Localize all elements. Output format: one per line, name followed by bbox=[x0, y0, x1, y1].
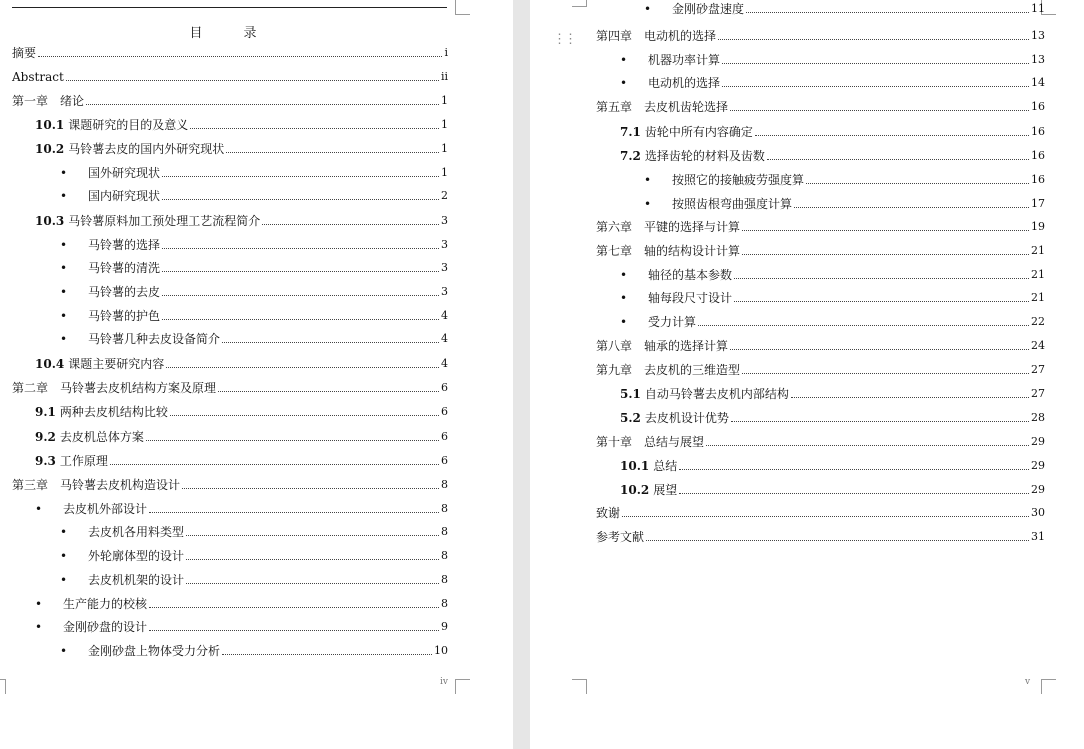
toc-entry-text: 按照齿根弯曲强度计算 bbox=[672, 197, 793, 211]
toc-entry-text: 摘要 bbox=[12, 46, 37, 60]
bullet-icon: • bbox=[35, 620, 43, 634]
toc-entry-page: 29 bbox=[1031, 483, 1045, 496]
toc-entry-text: 机器功率计算 bbox=[648, 53, 721, 67]
toc-entry-text: 自动马铃薯去皮机内部结构 bbox=[644, 387, 789, 401]
dot-leader bbox=[742, 229, 1029, 231]
toc-entry-page: 22 bbox=[1031, 315, 1045, 328]
toc-entry-text: 第一章 绪论 bbox=[12, 94, 85, 108]
corner-mark bbox=[0, 679, 6, 694]
toc-entry[interactable] bbox=[35, 502, 448, 516]
toc-entry[interactable] bbox=[12, 70, 448, 84]
dot-leader bbox=[186, 558, 439, 560]
toc-entry[interactable] bbox=[620, 53, 1045, 67]
bullet-icon: • bbox=[60, 261, 68, 275]
toc-entry[interactable] bbox=[644, 173, 1045, 187]
dot-leader bbox=[731, 420, 1029, 422]
toc-entry-page: 30 bbox=[1031, 506, 1045, 519]
toc-entry-text: 参考文献 bbox=[596, 530, 645, 544]
dot-leader bbox=[222, 653, 432, 655]
toc-entry-text: 外轮廓体型的设计 bbox=[88, 549, 185, 563]
toc-entry[interactable] bbox=[60, 166, 448, 180]
toc-entry[interactable] bbox=[60, 309, 448, 323]
section-number: 10.2 bbox=[35, 142, 65, 156]
toc-entry[interactable] bbox=[60, 644, 448, 658]
toc-entry-page: 21 bbox=[1031, 291, 1045, 304]
toc-entry[interactable] bbox=[35, 142, 448, 156]
toc-entry-page: 19 bbox=[1031, 220, 1045, 233]
bullet-icon: • bbox=[60, 238, 68, 252]
toc-entry[interactable] bbox=[620, 411, 1045, 425]
toc-entry-page: 8 bbox=[441, 525, 448, 538]
toc-entry[interactable] bbox=[35, 430, 448, 444]
section-number: 7.2 bbox=[620, 149, 641, 163]
dot-leader bbox=[86, 103, 439, 105]
toc-entry-page: 3 bbox=[441, 214, 448, 227]
bullet-icon: • bbox=[60, 549, 68, 563]
toc-entry-text: 马铃薯的去皮 bbox=[88, 285, 161, 299]
toc-entry[interactable] bbox=[620, 125, 1045, 139]
toc-entry[interactable] bbox=[60, 525, 448, 539]
toc-entry[interactable] bbox=[35, 405, 448, 419]
dot-leader bbox=[767, 158, 1029, 160]
toc-entry-page: 29 bbox=[1031, 435, 1045, 448]
toc-entry-page: 6 bbox=[441, 381, 448, 394]
toc-entry[interactable] bbox=[596, 220, 1045, 234]
toc-entry-text: 选择齿轮的材料及齿数 bbox=[644, 149, 765, 163]
toc-entry-page: 3 bbox=[441, 285, 448, 298]
toc-entry-text: 马铃薯去皮的国内外研究现状 bbox=[68, 142, 225, 156]
toc-entry[interactable] bbox=[644, 197, 1045, 211]
dot-leader bbox=[38, 55, 442, 57]
toc-entry-page: 21 bbox=[1031, 244, 1045, 257]
bullet-icon: • bbox=[644, 2, 652, 16]
dot-leader bbox=[262, 223, 439, 225]
toc-entry-page: 28 bbox=[1031, 411, 1045, 424]
dot-leader bbox=[222, 341, 439, 343]
section-number: 10.4 bbox=[35, 357, 65, 371]
toc-entry[interactable] bbox=[596, 506, 1045, 520]
toc-entry-page: 10 bbox=[434, 644, 448, 657]
dot-leader bbox=[149, 606, 439, 608]
section-number: 10.2 bbox=[620, 483, 650, 497]
corner-mark bbox=[572, 0, 587, 7]
toc-entry-text: 去皮机机架的设计 bbox=[88, 573, 185, 587]
dot-leader bbox=[794, 206, 1029, 208]
toc-entry-page: 14 bbox=[1031, 76, 1045, 89]
toc-entry-text: 工作原理 bbox=[59, 454, 108, 468]
dot-leader bbox=[226, 151, 439, 153]
bullet-icon: • bbox=[620, 76, 628, 90]
toc-entry[interactable] bbox=[35, 620, 448, 634]
toc-entry-text: 第十章 总结与展望 bbox=[596, 435, 705, 449]
document-page-left bbox=[0, 0, 513, 749]
dot-leader bbox=[162, 294, 439, 296]
toc-entry-page: 16 bbox=[1031, 100, 1045, 113]
bullet-icon: • bbox=[644, 173, 652, 187]
toc-entry-text: 按照它的接触疲劳强度算 bbox=[672, 173, 805, 187]
dot-leader bbox=[722, 62, 1029, 64]
toc-entry[interactable] bbox=[596, 29, 1045, 43]
toc-entry-page: 4 bbox=[441, 357, 448, 370]
drag-handle-icon[interactable]: ⋮⋮ bbox=[553, 32, 575, 47]
toc-entry[interactable] bbox=[12, 381, 448, 395]
toc-entry-text: 去皮机设计优势 bbox=[644, 411, 729, 425]
section-number: 9.3 bbox=[35, 454, 56, 468]
toc-entry-page: 1 bbox=[441, 142, 448, 155]
toc-entry-page: 27 bbox=[1031, 387, 1045, 400]
dot-leader bbox=[746, 11, 1029, 13]
toc-entry-page: 8 bbox=[441, 573, 448, 586]
dot-leader bbox=[679, 468, 1029, 470]
toc-entry-page: 6 bbox=[441, 405, 448, 418]
dot-leader bbox=[734, 300, 1029, 302]
toc-entry-text: 第三章 马铃薯去皮机构造设计 bbox=[12, 478, 181, 492]
toc-entry-page: 13 bbox=[1031, 53, 1045, 66]
dot-leader bbox=[110, 463, 439, 465]
toc-entry-text: 总结 bbox=[653, 459, 678, 473]
bullet-icon: • bbox=[60, 285, 68, 299]
toc-entry-page: 1 bbox=[441, 118, 448, 131]
toc-entry-text: 课题研究的目的及意义 bbox=[68, 118, 189, 132]
dot-leader bbox=[146, 439, 439, 441]
bullet-icon: • bbox=[60, 166, 68, 180]
toc-entry[interactable] bbox=[60, 285, 448, 299]
toc-entry-page: 3 bbox=[441, 238, 448, 251]
dot-leader bbox=[791, 396, 1029, 398]
toc-entry[interactable] bbox=[620, 268, 1045, 282]
toc-entry-text: 两种去皮机结构比较 bbox=[59, 405, 168, 419]
toc-entry-text: 金刚砂盘上物体受力分析 bbox=[88, 644, 221, 658]
dot-leader bbox=[149, 511, 439, 513]
toc-entry[interactable] bbox=[620, 459, 1045, 473]
dot-leader bbox=[718, 38, 1029, 40]
toc-entry-page: i bbox=[444, 46, 448, 59]
toc-entry[interactable] bbox=[35, 454, 448, 468]
toc-entry-page: 13 bbox=[1031, 29, 1045, 42]
toc-entry-page: 6 bbox=[441, 454, 448, 467]
dot-leader bbox=[722, 85, 1029, 87]
bullet-icon: • bbox=[60, 332, 68, 346]
page-number: v bbox=[1025, 677, 1031, 687]
dot-leader bbox=[806, 182, 1029, 184]
bullet-icon: • bbox=[60, 573, 68, 587]
toc-entry-text: 轴径的基本参数 bbox=[648, 268, 733, 282]
toc-entry-text: 轴每段尺寸设计 bbox=[648, 291, 733, 305]
toc-entry-text: 马铃薯的清洗 bbox=[88, 261, 161, 275]
dot-leader bbox=[190, 127, 439, 129]
toc-entry-page: 1 bbox=[441, 166, 448, 179]
toc-entry-text: 金刚砂盘速度 bbox=[672, 2, 745, 16]
toc-entry-page: 24 bbox=[1031, 339, 1045, 352]
toc-entry-page: 1 bbox=[441, 94, 448, 107]
toc-entry[interactable] bbox=[596, 530, 1045, 544]
corner-mark bbox=[455, 0, 470, 15]
section-number: 10.3 bbox=[35, 214, 65, 228]
toc-entry-page: 8 bbox=[441, 478, 448, 491]
toc-entry-page: 16 bbox=[1031, 173, 1045, 186]
dot-leader bbox=[170, 414, 439, 416]
toc-entry[interactable] bbox=[12, 94, 448, 108]
toc-entry-page: 3 bbox=[441, 261, 448, 274]
toc-entry-page: 6 bbox=[441, 430, 448, 443]
toc-entry[interactable] bbox=[596, 244, 1045, 258]
bullet-icon: • bbox=[620, 315, 628, 329]
dot-leader bbox=[646, 539, 1029, 541]
page-number: iv bbox=[440, 677, 448, 687]
toc-entry-page: 31 bbox=[1031, 530, 1045, 543]
toc-entry-page: 29 bbox=[1031, 459, 1045, 472]
section-number: 5.1 bbox=[620, 387, 641, 401]
toc-entry-text: 第五章 去皮机齿轮选择 bbox=[596, 100, 729, 114]
toc-entry-text: 第六章 平键的选择与计算 bbox=[596, 220, 741, 234]
toc-entry-text: 马铃薯几种去皮设备简介 bbox=[88, 332, 221, 346]
toc-entry-text: 金刚砂盘的设计 bbox=[63, 620, 148, 634]
toc-entry[interactable] bbox=[12, 46, 448, 60]
toc-entry[interactable] bbox=[35, 118, 448, 132]
dot-leader bbox=[734, 277, 1029, 279]
bullet-icon: • bbox=[620, 268, 628, 282]
toc-entry-page: 8 bbox=[441, 549, 448, 562]
toc-entry-page: 8 bbox=[441, 502, 448, 515]
toc-entry[interactable] bbox=[620, 315, 1045, 329]
toc-entry[interactable] bbox=[596, 339, 1045, 353]
toc-entry[interactable] bbox=[620, 149, 1045, 163]
toc-entry-text: 去皮机各用料类型 bbox=[88, 525, 185, 539]
dot-leader bbox=[218, 390, 439, 392]
toc-entry[interactable] bbox=[596, 100, 1045, 114]
bullet-icon: • bbox=[60, 309, 68, 323]
dot-leader bbox=[162, 270, 439, 272]
toc-entry[interactable] bbox=[60, 189, 448, 203]
dot-leader bbox=[730, 109, 1029, 111]
dot-leader bbox=[186, 582, 439, 584]
toc-entry-text: 国外研究现状 bbox=[88, 166, 161, 180]
dot-leader bbox=[755, 134, 1029, 136]
toc-entry-text: 去皮机总体方案 bbox=[59, 430, 144, 444]
dot-leader bbox=[182, 487, 439, 489]
toc-entry[interactable] bbox=[60, 549, 448, 563]
bullet-icon: • bbox=[620, 291, 628, 305]
toc-entry[interactable] bbox=[620, 76, 1045, 90]
section-number: 10.1 bbox=[620, 459, 650, 473]
toc-entry[interactable] bbox=[35, 357, 448, 371]
toc-entry-text: 课题主要研究内容 bbox=[68, 357, 165, 371]
toc-entry-text: 第九章 去皮机的三维造型 bbox=[596, 363, 741, 377]
dot-leader bbox=[162, 198, 439, 200]
toc-entry-text: 受力计算 bbox=[648, 315, 697, 329]
dot-leader bbox=[66, 79, 439, 81]
toc-entry-page: 9 bbox=[441, 620, 448, 633]
toc-entry-text: 马铃薯的护色 bbox=[88, 309, 161, 323]
section-number: 9.2 bbox=[35, 430, 56, 444]
corner-mark bbox=[1041, 679, 1056, 694]
dot-leader bbox=[162, 175, 439, 177]
corner-mark bbox=[572, 679, 587, 694]
toc-entry[interactable] bbox=[620, 387, 1045, 401]
bullet-icon: • bbox=[35, 502, 43, 516]
bullet-icon: • bbox=[620, 53, 628, 67]
toc-entry[interactable] bbox=[644, 2, 1045, 16]
header-rule bbox=[12, 7, 447, 8]
toc-entry-page: 16 bbox=[1031, 149, 1045, 162]
toc-entry-page: ii bbox=[440, 70, 448, 83]
bullet-icon: • bbox=[60, 644, 68, 658]
toc-entry-text: 第七章 轴的结构设计计算 bbox=[596, 244, 741, 258]
dot-leader bbox=[162, 247, 439, 249]
toc-entry[interactable] bbox=[12, 478, 448, 492]
toc-entry[interactable] bbox=[620, 291, 1045, 305]
toc-entry[interactable] bbox=[596, 435, 1045, 449]
bullet-icon: • bbox=[60, 525, 68, 539]
dot-leader bbox=[742, 253, 1029, 255]
toc-entry-text: 致谢 bbox=[596, 506, 621, 520]
dot-leader bbox=[706, 444, 1029, 446]
dot-leader bbox=[622, 515, 1029, 517]
dot-leader bbox=[698, 324, 1029, 326]
toc-entry-page: 2 bbox=[441, 189, 448, 202]
toc-entry[interactable] bbox=[60, 332, 448, 346]
toc-entry[interactable] bbox=[60, 261, 448, 275]
dot-leader bbox=[186, 534, 439, 536]
toc-entry-text: 马铃薯的选择 bbox=[88, 238, 161, 252]
toc-entry[interactable] bbox=[620, 483, 1045, 497]
toc-entry[interactable] bbox=[35, 214, 448, 228]
bullet-icon: • bbox=[35, 597, 43, 611]
toc-entry-page: 11 bbox=[1031, 2, 1045, 15]
toc-entry-text: 展望 bbox=[653, 483, 678, 497]
section-number: 5.2 bbox=[620, 411, 641, 425]
toc-entry[interactable] bbox=[60, 238, 448, 252]
bullet-icon: • bbox=[644, 197, 652, 211]
toc-entry-text: 去皮机外部设计 bbox=[63, 502, 148, 516]
toc-entry-text: 齿轮中所有内容确定 bbox=[644, 125, 753, 139]
toc-entry-page: 17 bbox=[1031, 197, 1045, 210]
dot-leader bbox=[742, 372, 1029, 374]
dot-leader bbox=[166, 366, 439, 368]
document-page-right bbox=[530, 0, 1084, 749]
toc-entry-page: 16 bbox=[1031, 125, 1045, 138]
section-number: 7.1 bbox=[620, 125, 641, 139]
toc-entry-text: 国内研究现状 bbox=[88, 189, 161, 203]
toc-entry-page: 21 bbox=[1031, 268, 1045, 281]
toc-entry[interactable] bbox=[60, 573, 448, 587]
toc-entry-text: 马铃薯原料加工预处理工艺流程简介 bbox=[68, 214, 261, 228]
toc-entry-text: 第四章 电动机的选择 bbox=[596, 29, 717, 43]
toc-entry-page: 8 bbox=[441, 597, 448, 610]
corner-mark bbox=[455, 679, 470, 694]
toc-entry-text: 生产能力的校核 bbox=[63, 597, 148, 611]
toc-entry-text: 第二章 马铃薯去皮机结构方案及原理 bbox=[12, 381, 217, 395]
section-number: 9.1 bbox=[35, 405, 56, 419]
toc-entry-text: 第八章 轴承的选择计算 bbox=[596, 339, 729, 353]
toc-title: 目 录 bbox=[189, 26, 271, 41]
dot-leader bbox=[730, 348, 1029, 350]
toc-entry[interactable] bbox=[35, 597, 448, 611]
toc-entry-page: 4 bbox=[441, 309, 448, 322]
dot-leader bbox=[679, 492, 1029, 494]
toc-entry-page: 27 bbox=[1031, 363, 1045, 376]
toc-entry[interactable] bbox=[596, 363, 1045, 377]
toc-entry-text: 电动机的选择 bbox=[648, 76, 721, 90]
dot-leader bbox=[149, 629, 439, 631]
toc-entry-text: Abstract bbox=[12, 70, 64, 84]
toc-entry-page: 4 bbox=[441, 332, 448, 345]
dot-leader bbox=[162, 318, 439, 320]
bullet-icon: • bbox=[60, 189, 68, 203]
section-number: 10.1 bbox=[35, 118, 65, 132]
